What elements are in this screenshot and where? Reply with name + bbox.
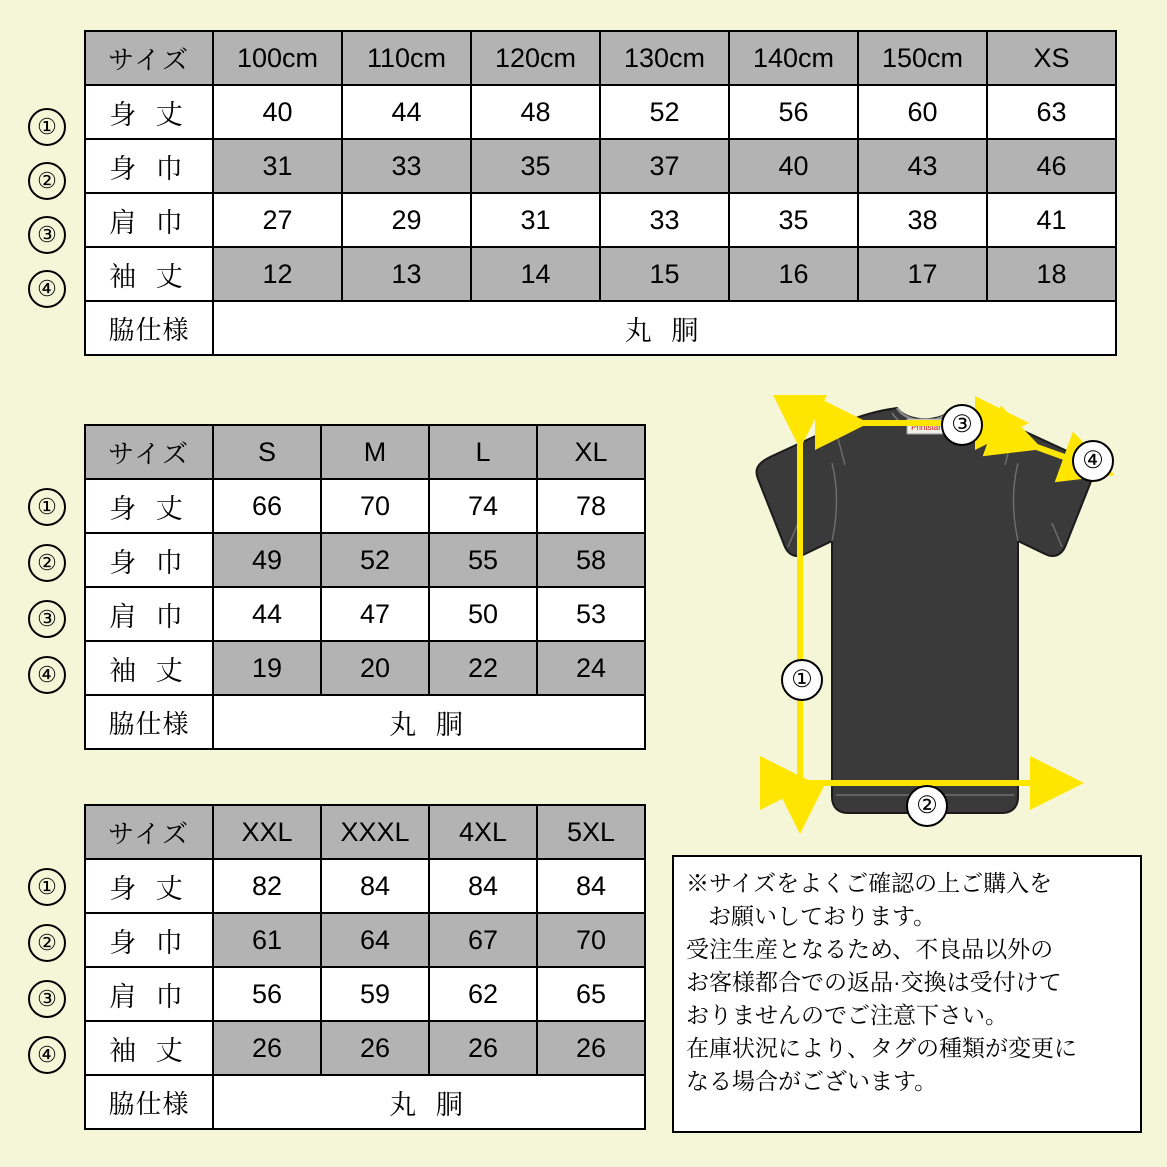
table-row — [85, 85, 1116, 139]
header-cell: XXL — [213, 805, 321, 859]
diagram-marker-3: ③ — [941, 404, 983, 446]
cell: 37 — [600, 139, 729, 193]
cell: 66 — [213, 479, 321, 533]
header-cell-size: サイズ — [85, 805, 213, 859]
footer-label: 脇仕様 — [85, 695, 213, 749]
cell: 74 — [429, 479, 537, 533]
cell: 31 — [471, 193, 600, 247]
cell: 65 — [537, 967, 645, 1021]
cell: 49 — [213, 533, 321, 587]
table-row — [85, 1021, 645, 1075]
header-cell: 140cm — [729, 31, 858, 85]
header-cell: 150cm — [858, 31, 987, 85]
table-footer-row — [85, 301, 1116, 355]
table-row — [85, 913, 645, 967]
header-cell: 120cm — [471, 31, 600, 85]
footer-value: 丸 胴 — [213, 1075, 645, 1129]
cell: 29 — [342, 193, 471, 247]
table-header-row — [85, 425, 645, 479]
row-label: 身 巾 — [85, 139, 213, 193]
note-line: おりませんのでご注意下さい。 — [686, 1002, 1008, 1028]
footer-label: 脇仕様 — [85, 1075, 213, 1129]
marker-circle-2: ② — [28, 924, 66, 962]
cell: 56 — [729, 85, 858, 139]
header-cell: 130cm — [600, 31, 729, 85]
header-cell: L — [429, 425, 537, 479]
size-table-bigsize — [84, 804, 646, 1130]
footer-label: 脇仕様 — [85, 301, 213, 355]
cell: 70 — [537, 913, 645, 967]
cell: 26 — [213, 1021, 321, 1075]
tshirt-diagram — [660, 395, 1167, 850]
cell: 55 — [429, 533, 537, 587]
header-cell: 5XL — [537, 805, 645, 859]
marker-circle-3: ③ — [28, 216, 66, 254]
table-header-row — [85, 31, 1116, 85]
cell: 33 — [342, 139, 471, 193]
cell: 64 — [321, 913, 429, 967]
cell: 35 — [729, 193, 858, 247]
cell: 70 — [321, 479, 429, 533]
header-cell-size: サイズ — [85, 425, 213, 479]
diagram-marker-2: ② — [906, 785, 948, 827]
cell: 59 — [321, 967, 429, 1021]
table-row — [85, 587, 645, 641]
cell: 56 — [213, 967, 321, 1021]
note-line: お願いしております。 — [708, 903, 937, 929]
marker-circle-1: ① — [28, 108, 66, 146]
table-row — [85, 139, 1116, 193]
cell: 78 — [537, 479, 645, 533]
row-label: 肩 巾 — [85, 193, 213, 247]
cell: 84 — [321, 859, 429, 913]
cell: 47 — [321, 587, 429, 641]
marker-column-adult — [28, 480, 72, 700]
size-table-kids — [84, 30, 1117, 356]
note-line: 在庫状況により、タグの種類が変更に — [686, 1035, 1077, 1061]
table-row — [85, 859, 645, 913]
marker-circle-4: ④ — [28, 656, 66, 694]
row-label: 身 丈 — [85, 85, 213, 139]
cell: 52 — [321, 533, 429, 587]
table-header-row — [85, 805, 645, 859]
cell: 52 — [600, 85, 729, 139]
cell: 12 — [213, 247, 342, 301]
cell: 82 — [213, 859, 321, 913]
footer-value: 丸 胴 — [213, 695, 645, 749]
note-line: ※サイズをよくご確認の上ご購入を — [686, 870, 1053, 896]
cell: 18 — [987, 247, 1116, 301]
cell: 33 — [600, 193, 729, 247]
table-footer-row — [85, 1075, 645, 1129]
marker-circle-3: ③ — [28, 600, 66, 638]
cell: 38 — [858, 193, 987, 247]
cell: 63 — [987, 85, 1116, 139]
header-cell: 4XL — [429, 805, 537, 859]
header-cell: XXXL — [321, 805, 429, 859]
cell: 53 — [537, 587, 645, 641]
row-label: 身 丈 — [85, 859, 213, 913]
cell: 20 — [321, 641, 429, 695]
cell: 61 — [213, 913, 321, 967]
cell: 48 — [471, 85, 600, 139]
note-line: なる場合がございます。 — [686, 1068, 938, 1094]
cell: 40 — [729, 139, 858, 193]
header-cell: S — [213, 425, 321, 479]
table-row — [85, 193, 1116, 247]
note-line: お客様都合での返品·交換は受付けて — [686, 969, 1062, 995]
cell: 67 — [429, 913, 537, 967]
note-line: 受注生産となるため、不良品以外の — [686, 936, 1054, 962]
cell: 13 — [342, 247, 471, 301]
svg-text:Printstar: Printstar — [911, 423, 941, 432]
cell: 44 — [213, 587, 321, 641]
table-row — [85, 967, 645, 1021]
cell: 27 — [213, 193, 342, 247]
marker-circle-2: ② — [28, 544, 66, 582]
cell: 31 — [213, 139, 342, 193]
row-label: 身 丈 — [85, 479, 213, 533]
cell: 35 — [471, 139, 600, 193]
cell: 26 — [537, 1021, 645, 1075]
cell: 84 — [537, 859, 645, 913]
cell: 22 — [429, 641, 537, 695]
cell: 84 — [429, 859, 537, 913]
cell: 58 — [537, 533, 645, 587]
cell: 50 — [429, 587, 537, 641]
cell: 60 — [858, 85, 987, 139]
row-label: 身 巾 — [85, 533, 213, 587]
cell: 19 — [213, 641, 321, 695]
cell: 14 — [471, 247, 600, 301]
header-cell: M — [321, 425, 429, 479]
row-label: 袖 丈 — [85, 641, 213, 695]
table-row — [85, 641, 645, 695]
cell: 41 — [987, 193, 1116, 247]
marker-circle-3: ③ — [28, 980, 66, 1018]
table-footer-row — [85, 695, 645, 749]
cell: 43 — [858, 139, 987, 193]
cell: 24 — [537, 641, 645, 695]
footer-value: 丸 胴 — [213, 301, 1116, 355]
purchase-note-box — [672, 855, 1142, 1133]
header-cell-size: サイズ — [85, 31, 213, 85]
diagram-marker-4: ④ — [1072, 440, 1114, 482]
cell: 17 — [858, 247, 987, 301]
row-label: 袖 丈 — [85, 1021, 213, 1075]
header-cell: XL — [537, 425, 645, 479]
row-label: 肩 巾 — [85, 967, 213, 1021]
cell: 44 — [342, 85, 471, 139]
row-label: 袖 丈 — [85, 247, 213, 301]
marker-circle-4: ④ — [28, 270, 66, 308]
marker-circle-2: ② — [28, 162, 66, 200]
marker-circle-1: ① — [28, 868, 66, 906]
header-cell: XS — [987, 31, 1116, 85]
cell: 40 — [213, 85, 342, 139]
cell: 16 — [729, 247, 858, 301]
size-table-adult — [84, 424, 646, 750]
table-row — [85, 533, 645, 587]
cell: 62 — [429, 967, 537, 1021]
cell: 15 — [600, 247, 729, 301]
header-cell: 110cm — [342, 31, 471, 85]
table-row — [85, 479, 645, 533]
tshirt-shape — [757, 408, 1094, 813]
marker-circle-1: ① — [28, 488, 66, 526]
marker-column-bigsize — [28, 860, 72, 1080]
cell: 26 — [321, 1021, 429, 1075]
marker-circle-4: ④ — [28, 1036, 66, 1074]
diagram-marker-1: ① — [781, 659, 823, 701]
cell: 26 — [429, 1021, 537, 1075]
cell: 46 — [987, 139, 1116, 193]
table-row — [85, 247, 1116, 301]
marker-column-kids — [28, 100, 72, 320]
header-cell: 100cm — [213, 31, 342, 85]
row-label: 肩 巾 — [85, 587, 213, 641]
row-label: 身 巾 — [85, 913, 213, 967]
